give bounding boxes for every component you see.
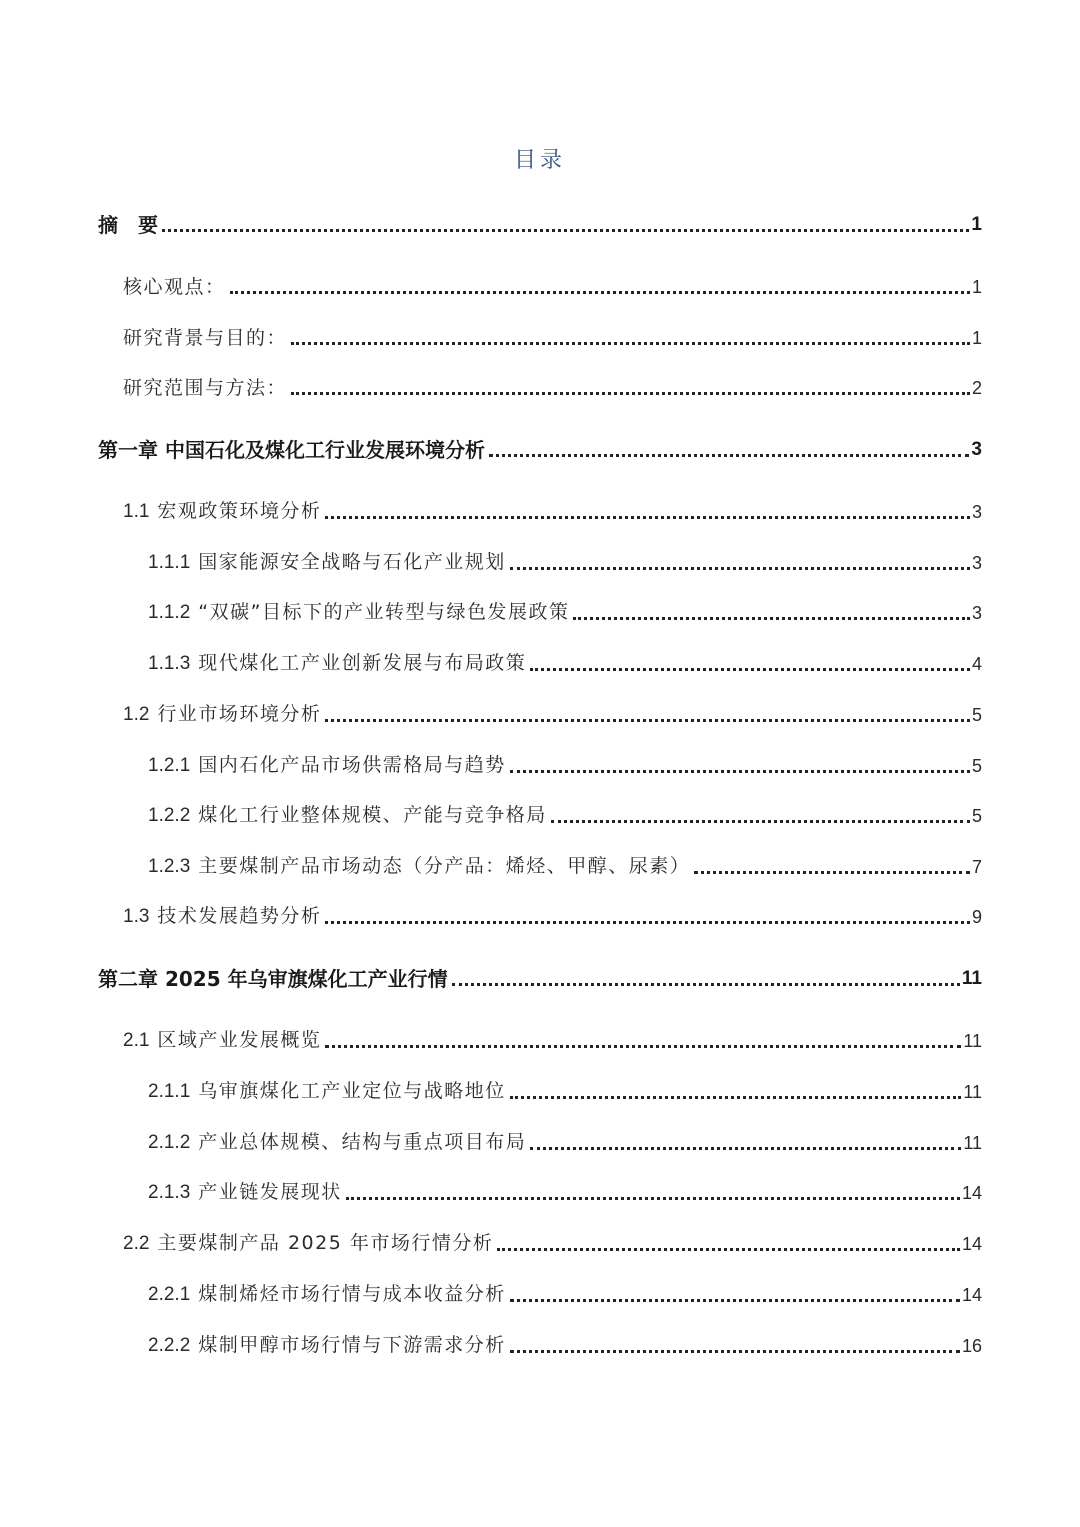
toc-entry-text: 煤制烯烃市场行情与成本收益分析: [198, 1283, 506, 1305]
toc-entry-number: 1.2.3: [148, 856, 191, 877]
toc-entry-text: 煤制甲醇市场行情与下游需求分析: [198, 1334, 506, 1356]
dot-leader: [325, 719, 970, 722]
toc-entry-text: 主要煤制产品市场动态（分产品：烯烃、甲醇、尿素）: [198, 855, 691, 877]
toc-entry-text: “双碳”目标下的产业转型与绿色发展政策: [198, 601, 570, 623]
toc-entry-page: 4: [971, 654, 982, 674]
dot-leader: [162, 229, 969, 232]
toc-entry-label: [148, 1178, 342, 1207]
toc-entry-label: [148, 1280, 506, 1309]
toc-entry-text: 产业总体规模、结构与重点项目布局: [198, 1131, 527, 1153]
toc-entry-number: 2.2.1: [148, 1284, 191, 1305]
toc-entry-label: [123, 1026, 321, 1055]
toc-entry[interactable]: [148, 752, 982, 780]
dot-leader: [530, 1147, 961, 1150]
toc-entry-label: [123, 700, 321, 729]
toc-entry-text: 技术发展趋势分析: [157, 905, 322, 927]
toc-entry-page: 11: [963, 1082, 982, 1102]
toc-entry-text: 国内石化产品市场供需格局与趋势: [198, 754, 506, 776]
toc-title: 目录: [513, 148, 566, 173]
toc-entry[interactable]: [98, 211, 982, 239]
toc-entry[interactable]: [123, 1027, 982, 1055]
dot-leader: [551, 820, 970, 823]
dot-leader: [510, 770, 970, 773]
toc-entry-page: 16: [961, 1336, 982, 1356]
toc-entry-number: 2.2: [123, 1233, 150, 1254]
toc-entry[interactable]: [148, 1281, 982, 1309]
toc-entry-label: [123, 1229, 493, 1258]
dot-leader: [510, 1096, 962, 1099]
toc-entry-label: 第一章 中国石化及煤化工行业发展环境分析: [98, 438, 485, 462]
toc-entry-page: 11: [963, 1031, 982, 1051]
toc-entry-text: 区域产业发展概览: [157, 1029, 322, 1051]
toc-entry-label: [148, 548, 506, 577]
toc-entry-number: 1.1: [123, 501, 150, 522]
toc-entry-text: 乌审旗煤化工产业定位与战略地位: [198, 1080, 506, 1102]
toc-entry-number: 1.2.1: [148, 755, 191, 776]
toc-entry-page: 3: [971, 553, 982, 573]
toc-entry[interactable]: [148, 853, 982, 881]
dot-leader: [291, 342, 970, 345]
toc-entry-text: 产业链发展现状: [198, 1181, 342, 1203]
toc-entry-number: 2.1.2: [148, 1132, 191, 1153]
toc-entry-page: 2: [971, 378, 982, 398]
toc-entry[interactable]: [123, 273, 982, 301]
dot-leader: [573, 617, 970, 620]
dot-leader: [325, 921, 970, 924]
toc-entry-page: 9: [971, 907, 982, 927]
toc-entry[interactable]: [123, 701, 982, 729]
toc-entry-number: 2.2.2: [148, 1335, 191, 1356]
toc-entry-text: 现代煤化工产业创新发展与布局政策: [198, 652, 527, 674]
toc-entry-number: 2.1: [123, 1030, 150, 1051]
dot-leader: [346, 1197, 960, 1200]
toc-entry[interactable]: [98, 436, 982, 464]
toc-entry[interactable]: [123, 324, 982, 352]
toc-entry[interactable]: [148, 1129, 982, 1157]
dot-leader: [510, 1299, 960, 1302]
toc-entry-page: 3: [971, 502, 982, 522]
toc-entry-page: 5: [971, 806, 982, 826]
toc-entry-label: 摘 要: [98, 213, 158, 237]
toc-entry-label: [148, 801, 547, 830]
toc-entry[interactable]: [148, 650, 982, 678]
toc-entry-page: 1: [971, 277, 982, 297]
toc-entry-page: 1: [971, 214, 982, 235]
dot-leader: [510, 567, 970, 570]
toc-entry-number: 1.1.2: [148, 602, 191, 623]
toc-entry-page: 11: [961, 968, 982, 989]
toc-entry-page: 14: [961, 1234, 982, 1254]
toc-entry-label: [148, 649, 526, 678]
toc-entry-page: 3: [971, 603, 982, 623]
toc-entry[interactable]: [148, 1179, 982, 1207]
dot-leader: [510, 1350, 960, 1353]
toc-entry[interactable]: [148, 1332, 982, 1360]
toc-entry-label: 核心观点：: [123, 276, 226, 298]
toc-entry[interactable]: [123, 903, 982, 931]
toc-entry[interactable]: [123, 1230, 982, 1258]
toc-entry[interactable]: [148, 1078, 982, 1106]
toc-entry-label: [148, 852, 690, 881]
dot-leader: [452, 983, 960, 986]
toc-entry-label: [123, 497, 321, 526]
dot-leader: [694, 871, 970, 874]
toc-entry-label: [148, 1077, 506, 1106]
toc-entry-number: 1.2.2: [148, 805, 191, 826]
toc-entry-page: 14: [961, 1183, 982, 1203]
toc-entry[interactable]: [148, 599, 982, 627]
toc-entry-text: 宏观政策环境分析: [157, 500, 322, 522]
toc-entry[interactable]: [123, 498, 982, 526]
toc-entry[interactable]: [123, 374, 982, 402]
toc-entry-text: 主要煤制产品 2025 年市场行情分析: [157, 1232, 494, 1254]
toc-entry-page: 3: [971, 439, 982, 460]
toc-entry-text: 国家能源安全战略与石化产业规划: [198, 551, 506, 573]
dot-leader: [230, 291, 970, 294]
toc-entry-page: 1: [971, 328, 982, 348]
toc-entry-page: 11: [963, 1133, 982, 1153]
toc-entry-label: 研究背景与目的：: [123, 327, 288, 349]
toc-entry-number: 1.2: [123, 704, 150, 725]
toc-entry-page: 7: [971, 857, 982, 877]
dot-leader: [530, 668, 970, 671]
toc-entry[interactable]: [148, 549, 982, 577]
toc-entry-number: 1.1.3: [148, 653, 191, 674]
toc-entry[interactable]: [148, 802, 982, 830]
toc-entry-number: 2.1.1: [148, 1081, 191, 1102]
toc-entry-label: [148, 1331, 506, 1360]
toc-entry-text: 行业市场环境分析: [157, 703, 322, 725]
dot-leader: [325, 516, 970, 519]
toc-entry-page: 5: [971, 756, 982, 776]
dot-leader: [489, 454, 969, 457]
toc-entry-label: [123, 902, 321, 931]
dot-leader: [291, 392, 970, 395]
toc-entry-label: 第二章 2025 年乌审旗煤化工产业行情: [98, 967, 448, 991]
dot-leader: [497, 1248, 960, 1251]
toc-entry-label: 研究范围与方法：: [123, 377, 288, 399]
toc-entry-label: [148, 1128, 526, 1157]
toc-entry[interactable]: [98, 965, 982, 993]
dot-leader: [325, 1045, 961, 1048]
toc-entry-number: 1.1.1: [148, 552, 191, 573]
toc-entry-page: 5: [971, 705, 982, 725]
toc-entry-label: [148, 751, 506, 780]
toc-entry-page: 14: [961, 1285, 982, 1305]
toc-entry-label: [148, 598, 569, 627]
toc-entry-text: 煤化工行业整体规模、产能与竞争格局: [198, 804, 547, 826]
toc-entry-number: 2.1.3: [148, 1182, 191, 1203]
toc-entry-number: 1.3: [123, 906, 150, 927]
